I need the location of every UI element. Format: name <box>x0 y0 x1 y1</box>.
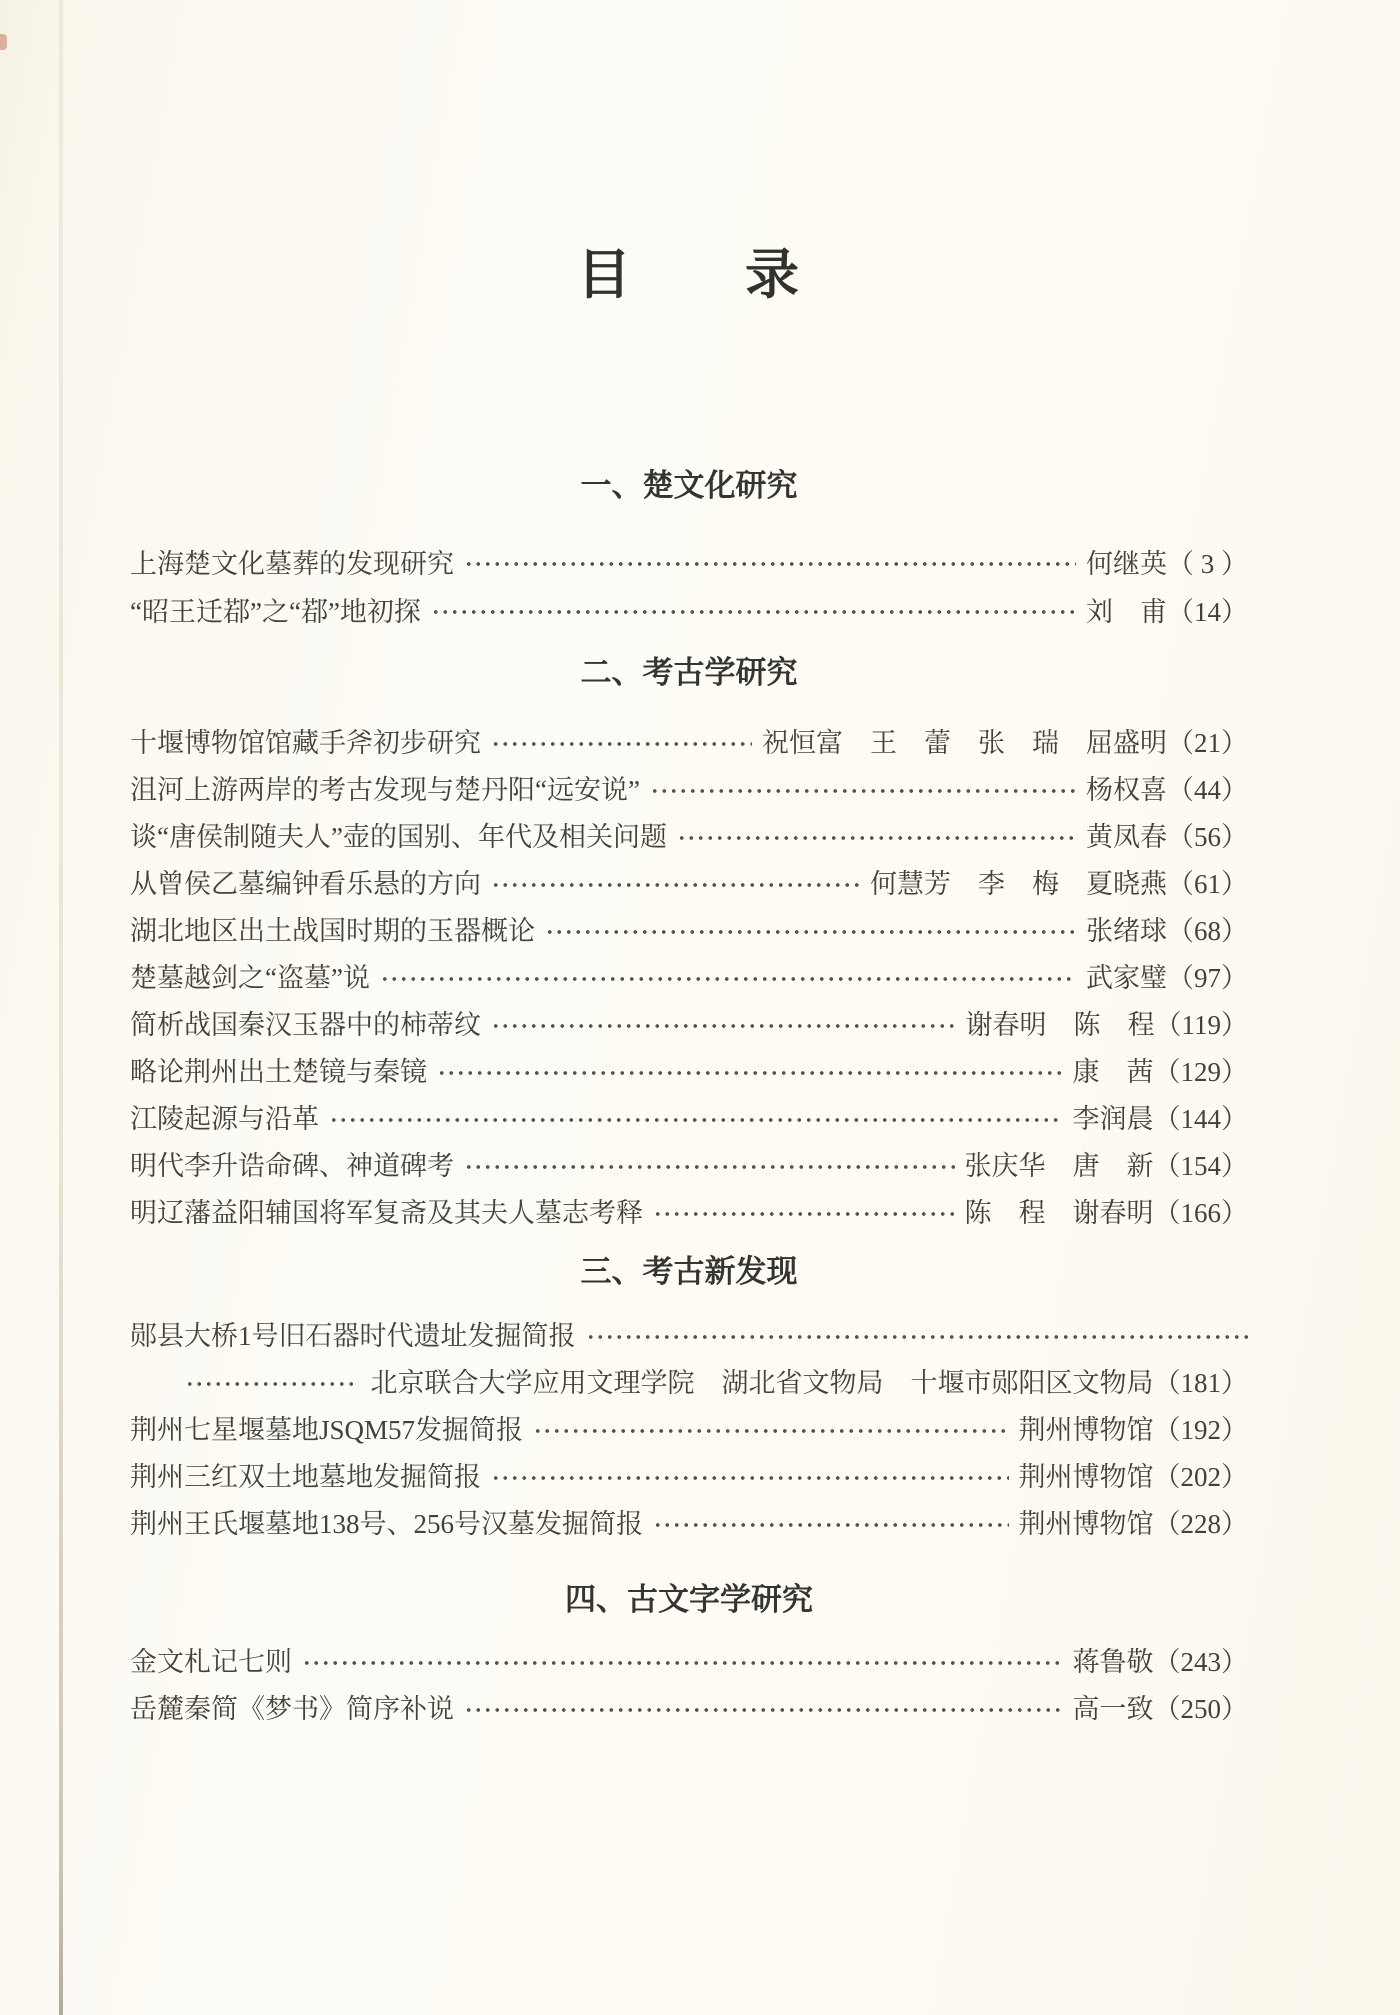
dot-leader <box>491 880 860 890</box>
entry-page-number: （144） <box>1153 1104 1248 1134</box>
entry-title: 金文札记七则 <box>130 1647 292 1677</box>
toc-entry <box>130 905 1248 952</box>
entry-page-number: （56） <box>1167 822 1248 852</box>
entry-title: 上海楚文化墓葬的发现研究 <box>130 548 454 579</box>
entry-page-number: （119） <box>1154 1010 1248 1040</box>
entry-title: 郧县大桥1号旧石器时代遗址发掘简报 <box>130 1321 576 1351</box>
entry-authors: 荆州博物馆 <box>1018 1462 1154 1492</box>
dot-leader <box>329 1115 1063 1125</box>
entry-page-number: （68） <box>1167 916 1248 946</box>
toc-entry <box>130 537 1248 585</box>
entry-authors: 刘 甫 <box>1086 596 1167 627</box>
entry-authors: 武家璧 <box>1086 963 1167 993</box>
entry-authors: 北京联合大学应用文理学院 湖北省文物局 十堰市郧阳区文物局 <box>370 1368 1154 1398</box>
toc-entry <box>130 717 1248 764</box>
toc-entry <box>130 1451 1248 1498</box>
dot-leader <box>302 1658 1063 1668</box>
toc-entry <box>130 1498 1248 1545</box>
entry-authors: 荆州博物馆 <box>1018 1509 1154 1539</box>
toc-entry <box>130 1187 1248 1234</box>
entry-title: 沮河上游两岸的考古发现与楚丹阳“远安说” <box>130 775 640 805</box>
entry-page-number: （202） <box>1153 1462 1248 1492</box>
toc-entry <box>130 1093 1248 1140</box>
dot-leader <box>464 559 1076 569</box>
entry-page-number: （14） <box>1167 596 1248 627</box>
entry-page-number: （21） <box>1167 728 1248 758</box>
scan-artifact <box>0 34 7 50</box>
entry-authors: 黄凤春 <box>1086 822 1167 852</box>
section-entries-4 <box>130 1636 1248 1730</box>
dot-leader <box>185 1379 357 1389</box>
entry-title: 明辽藩益阳辅国将军复斋及其夫人墓志考释 <box>130 1198 643 1228</box>
entry-title: 江陵起源与沿革 <box>130 1104 319 1134</box>
entry-authors: 张绪球 <box>1086 916 1167 946</box>
entry-title: 荆州七星堰墓地JSQM57发掘简报 <box>130 1415 524 1445</box>
toc-entry <box>130 999 1248 1046</box>
entry-page-number: （97） <box>1167 963 1248 993</box>
dot-leader <box>650 786 1076 796</box>
section-heading-4: 四、古文字学研究 <box>565 1582 813 1617</box>
dot-leader <box>533 1426 1008 1436</box>
toc-entry <box>130 1683 1248 1730</box>
entry-title: 从曾侯乙墓编钟看乐悬的方向 <box>130 869 481 899</box>
dot-leader <box>380 974 1076 984</box>
toc-entry <box>130 952 1248 999</box>
dot-leader <box>437 1068 1063 1078</box>
toc-entry <box>130 1046 1248 1093</box>
section-heading-1: 一、楚文化研究 <box>580 468 798 503</box>
entry-title: “昭王迁鄀”之“鄀”地初探 <box>130 596 421 627</box>
dot-leader <box>653 1209 955 1219</box>
entry-page-number: （61） <box>1167 869 1248 899</box>
toc-entry <box>130 1636 1248 1683</box>
dot-leader <box>586 1332 1249 1342</box>
entry-authors: 康 茜 <box>1072 1057 1154 1087</box>
toc-entry <box>130 858 1248 905</box>
entry-authors: 谢春明 陈 程 <box>965 1010 1155 1040</box>
toc-content <box>130 0 1248 1730</box>
entry-authors: 张庆华 唐 新 <box>964 1151 1154 1181</box>
dot-leader <box>545 927 1076 937</box>
entry-authors: 李润晨 <box>1072 1104 1154 1134</box>
dot-leader <box>491 1021 956 1031</box>
dot-leader <box>653 1520 1009 1530</box>
entry-page-number: （44） <box>1167 775 1248 805</box>
dot-leader <box>677 833 1076 843</box>
dot-leader <box>431 607 1076 617</box>
entry-page-number: （129） <box>1153 1057 1248 1087</box>
page-title: 目 录 <box>577 245 801 305</box>
entry-page-number: （166） <box>1153 1198 1248 1228</box>
toc-entry <box>130 1140 1248 1187</box>
entry-authors: 祝恒富 王 蕾 张 瑞 屈盛明 <box>762 728 1167 758</box>
entry-title: 楚墓越剑之“盗墓”说 <box>130 963 370 993</box>
entry-page-number: （ 3 ） <box>1167 548 1248 579</box>
toc-entry <box>130 1404 1248 1451</box>
dot-leader <box>464 1705 1063 1715</box>
toc-entry-continuation <box>130 1357 1248 1404</box>
toc-entry <box>130 1310 1248 1357</box>
entry-title: 十堰博物馆馆藏手斧初步研究 <box>130 728 481 758</box>
dot-leader <box>464 1162 955 1172</box>
entry-page-number: （181） <box>1153 1368 1248 1398</box>
entry-title: 略论荆州出土楚镜与秦镜 <box>130 1057 427 1087</box>
entry-title: 谈“唐侯制随夫人”壶的国别、年代及相关问题 <box>130 822 667 852</box>
entry-title: 湖北地区出土战国时期的玉器概论 <box>130 916 535 946</box>
entry-page-number: （192） <box>1153 1415 1248 1445</box>
section-entries-3 <box>130 1310 1248 1545</box>
section-entries-1 <box>130 537 1248 633</box>
entry-authors: 荆州博物馆 <box>1018 1415 1154 1445</box>
toc-entry <box>130 764 1248 811</box>
page-crease <box>59 0 63 2015</box>
entry-page-number: （250） <box>1153 1694 1248 1724</box>
section-heading-2: 二、考古学研究 <box>580 655 798 690</box>
entry-authors: 陈 程 谢春明 <box>964 1198 1154 1228</box>
section-heading-3: 三、考古新发现 <box>580 1254 798 1289</box>
entry-title: 简析战国秦汉玉器中的柿蒂纹 <box>130 1010 481 1040</box>
dot-leader <box>491 1473 1009 1483</box>
entry-authors: 何慧芳 李 梅 夏晓燕 <box>870 869 1167 899</box>
entry-title: 明代李升诰命碑、神道碑考 <box>130 1151 454 1181</box>
entry-authors: 蒋鲁敬 <box>1072 1647 1154 1677</box>
dot-leader <box>491 739 752 749</box>
entry-title: 岳麓秦简《梦书》简序补说 <box>130 1694 454 1724</box>
toc-entry <box>130 585 1248 633</box>
entry-page-number: （243） <box>1153 1647 1248 1677</box>
entry-page-number: （154） <box>1153 1151 1248 1181</box>
entry-authors: 何继英 <box>1086 548 1167 579</box>
entry-title: 荆州三红双土地墓地发掘简报 <box>130 1462 481 1492</box>
toc-entry <box>130 811 1248 858</box>
entry-page-number: （228） <box>1153 1509 1248 1539</box>
entry-title: 荆州王氏堰墓地138号、256号汉墓发掘简报 <box>130 1509 643 1539</box>
entry-authors: 杨权喜 <box>1086 775 1167 805</box>
entry-authors: 高一致 <box>1072 1694 1154 1724</box>
section-entries-2 <box>130 717 1248 1234</box>
